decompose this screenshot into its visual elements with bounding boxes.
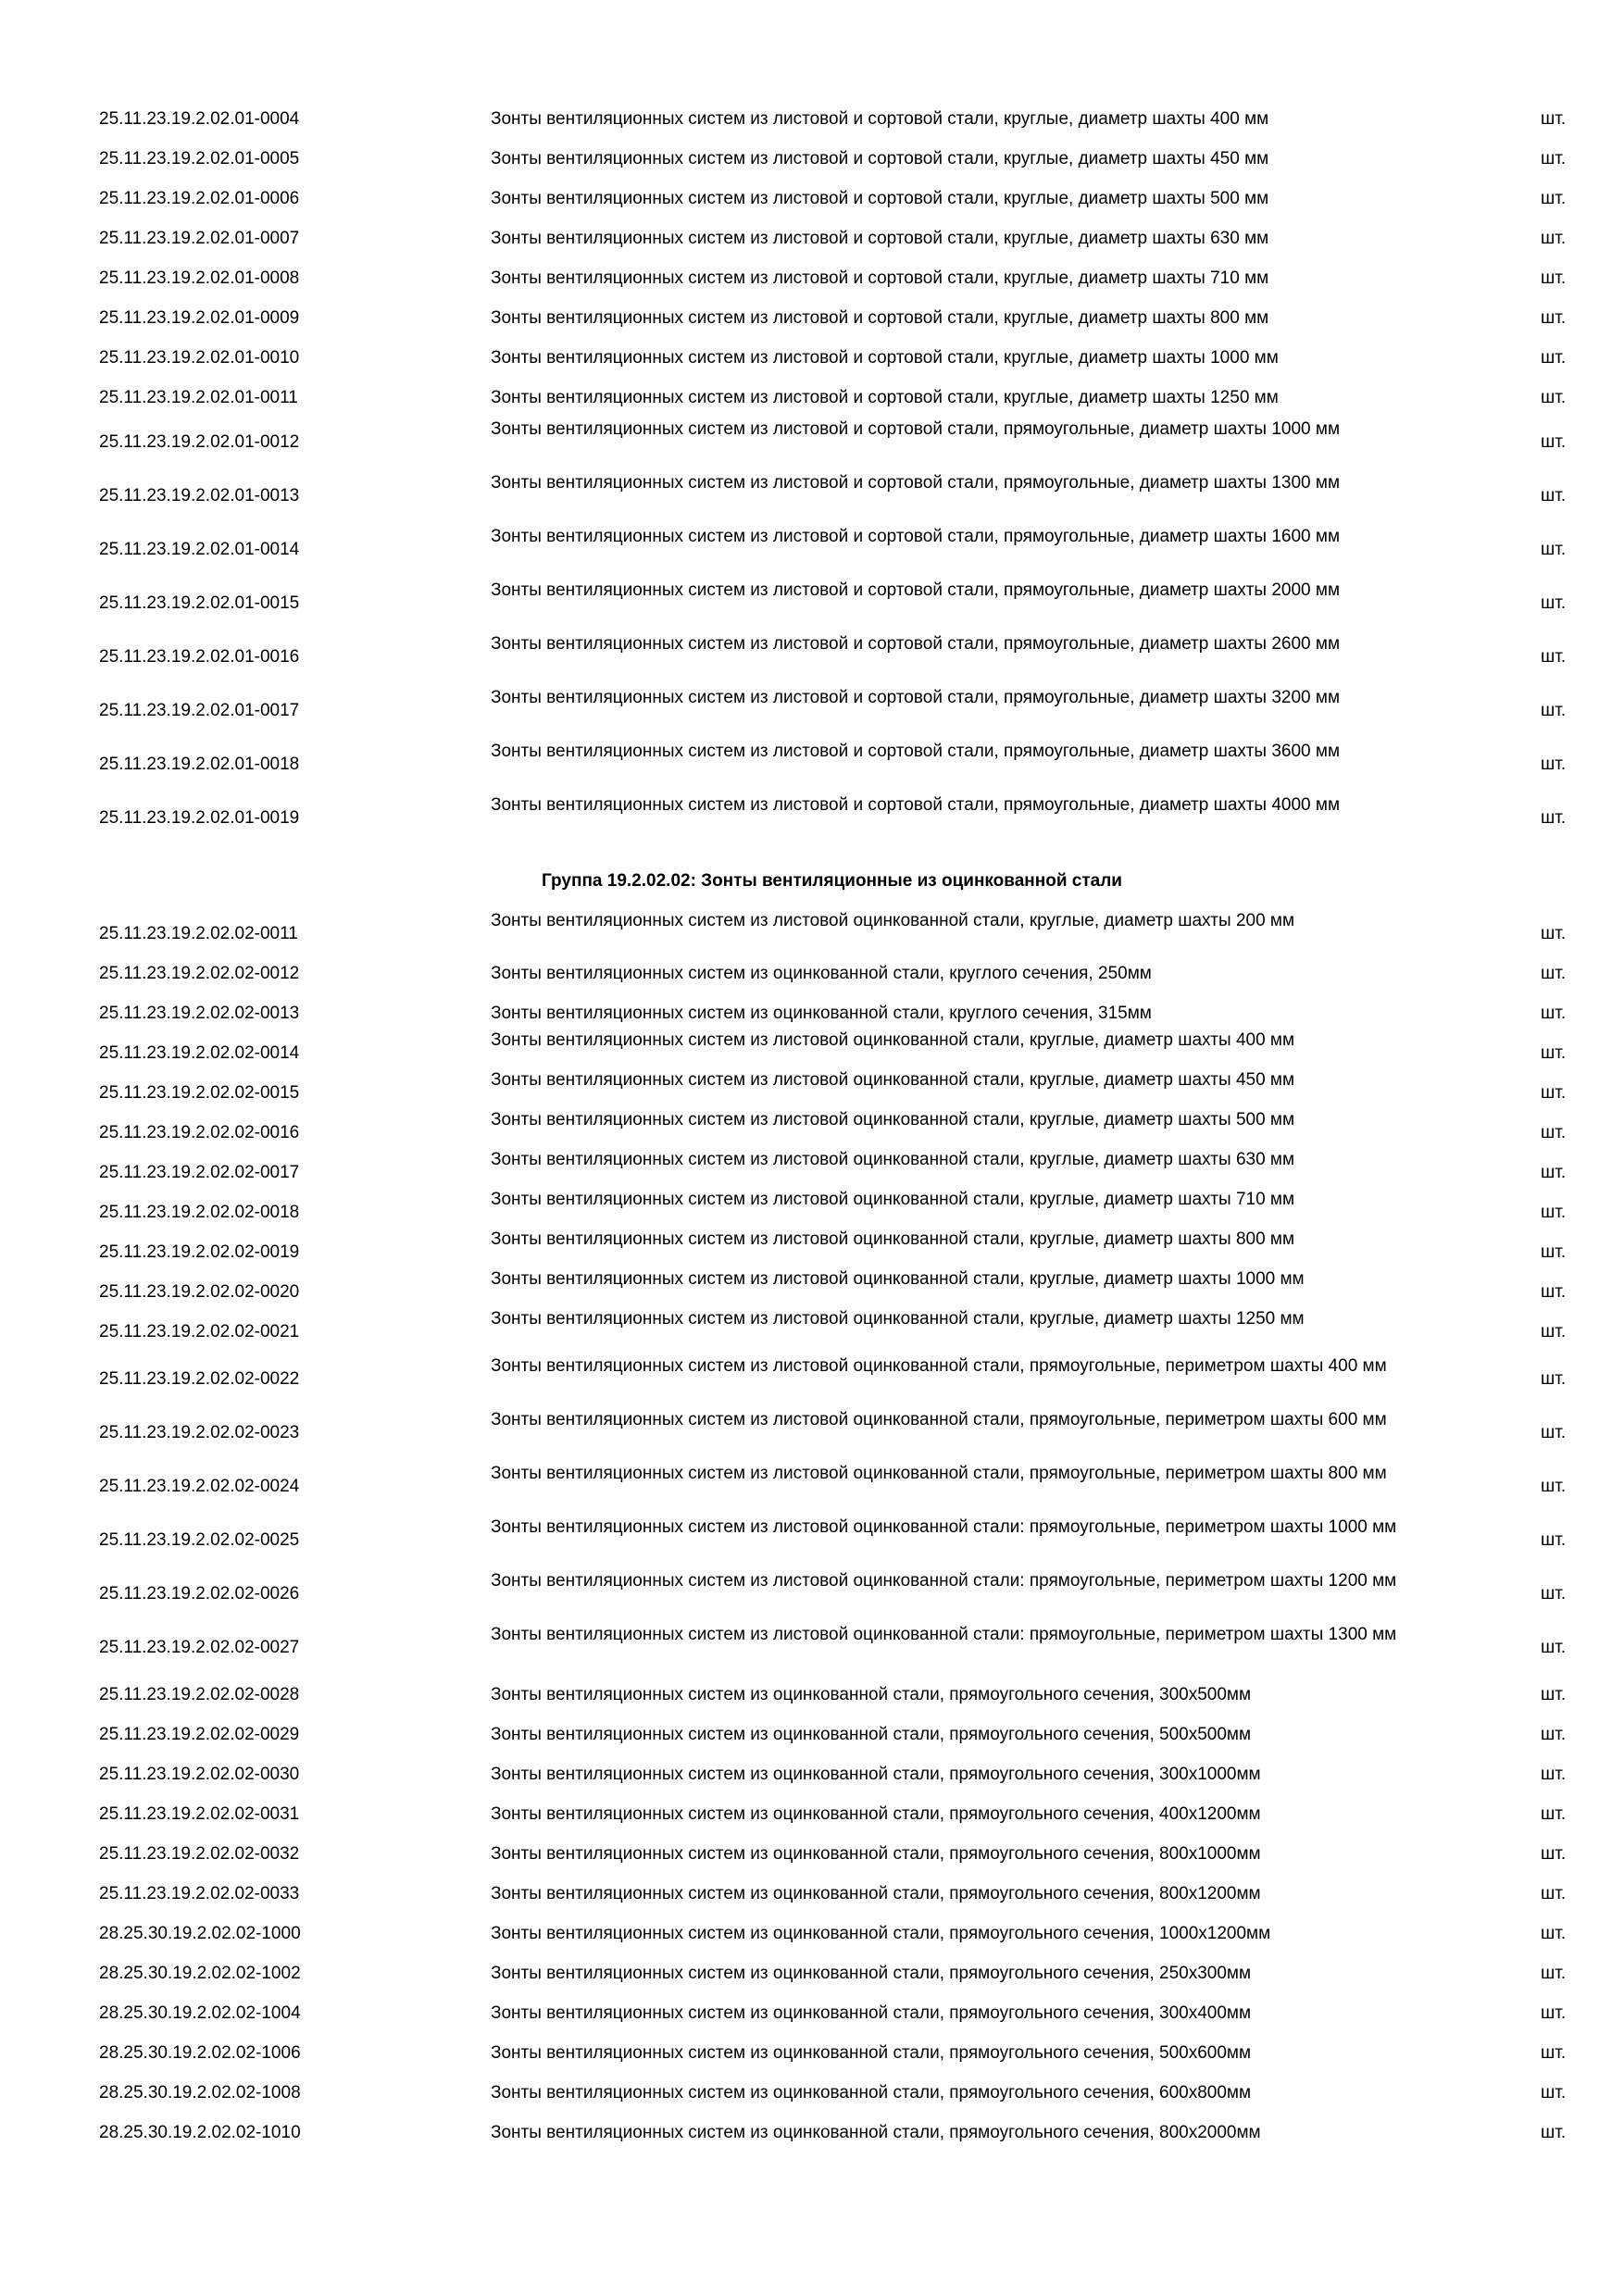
row-unit: шт.	[1541, 540, 1567, 559]
row-code: 25.11.23.19.2.02.02-0018	[99, 1203, 300, 1222]
row-unit: шт.	[1541, 1765, 1567, 1784]
row-description: Зонты вентиляционных систем из листовой оцинкованной стали: прямоугольные, периметром шахты 1200 мм	[491, 1571, 1397, 1591]
row-code: 28.25.30.19.2.02.02-1000	[99, 1924, 301, 1943]
row-unit: шт.	[1541, 647, 1567, 667]
row-unit: шт.	[1541, 1530, 1567, 1550]
row-code: 25.11.23.19.2.02.02-0011	[99, 924, 298, 943]
row-unit: шт.	[1541, 388, 1567, 407]
row-unit: шт.	[1541, 2003, 1567, 2023]
row-description: Зонты вентиляционных систем из листовой оцинкованной стали, круглые, диаметр шахты 800 мм	[491, 1229, 1295, 1249]
row-description: Зонты вентиляционных систем из листовой оцинкованной стали, круглые, диаметр шахты 1250 мм	[491, 1309, 1305, 1329]
row-description: Зонты вентиляционных систем из оцинкованной стали, прямоугольного сечения, 800х1200мм	[491, 1884, 1261, 1903]
row-unit: шт.	[1541, 308, 1567, 328]
row-code: 25.11.23.19.2.02.01-0017	[99, 701, 300, 720]
row-unit: шт.	[1541, 486, 1567, 505]
row-unit: шт.	[1541, 1804, 1567, 1824]
row-description: Зонты вентиляционных систем из листовой оцинкованной стали: прямоугольные, периметром шахты 1000 мм	[491, 1517, 1397, 1537]
row-code: 25.11.23.19.2.02.01-0014	[99, 540, 300, 559]
row-unit: шт.	[1541, 1924, 1567, 1943]
row-code: 25.11.23.19.2.02.02-0015	[99, 1083, 300, 1103]
row-description: Зонты вентиляционных систем из листовой оцинкованной стали, прямоугольные, периметром шахты 800 мм	[491, 1464, 1387, 1483]
row-unit: шт.	[1541, 432, 1567, 452]
row-code: 25.11.23.19.2.02.02-0021	[99, 1322, 300, 1341]
row-unit: шт.	[1541, 1725, 1567, 1744]
row-description: Зонты вентиляционных систем из листовой оцинкованной стали, круглые, диаметр шахты 400 мм	[491, 1030, 1295, 1050]
row-unit: шт.	[1541, 1844, 1567, 1864]
row-unit: шт.	[1541, 1369, 1567, 1389]
row-unit: шт.	[1541, 1163, 1567, 1182]
row-code: 25.11.23.19.2.02.02-0024	[99, 1477, 300, 1496]
row-description: Зонты вентиляционных систем из листовой оцинкованной стали, прямоугольные, периметром шахты 400 мм	[491, 1356, 1387, 1376]
row-code: 25.11.23.19.2.02.02-0031	[99, 1804, 300, 1824]
row-unit: шт.	[1541, 2043, 1567, 2063]
row-description: Зонты вентиляционных систем из оцинкованной стали, прямоугольного сечения, 500х600мм	[491, 2043, 1252, 2063]
row-unit: шт.	[1541, 1123, 1567, 1142]
row-code: 25.11.23.19.2.02.01-0009	[99, 308, 300, 328]
row-description: Зонты вентиляционных систем из листовой и сортовой стали, прямоугольные, диаметр шахты 1600 мм	[491, 527, 1341, 546]
row-code: 25.11.23.19.2.02.02-0022	[99, 1369, 300, 1389]
row-unit: шт.	[1541, 924, 1567, 943]
row-unit: шт.	[1541, 229, 1567, 248]
row-description: Зонты вентиляционных систем из листовой и сортовой стали, прямоугольные, диаметр шахты 1000 мм	[491, 419, 1341, 439]
row-description: Зонты вентиляционных систем из листовой и сортовой стали, прямоугольные, диаметр шахты 4000 мм	[491, 795, 1341, 815]
row-unit: шт.	[1541, 1043, 1567, 1063]
row-unit: шт.	[1541, 1477, 1567, 1496]
row-unit: шт.	[1541, 593, 1567, 613]
row-unit: шт.	[1541, 1203, 1567, 1222]
row-description: Зонты вентиляционных систем из листовой оцинкованной стали: прямоугольные, периметром шахты 1300 мм	[491, 1625, 1397, 1644]
row-description: Зонты вентиляционных систем из листовой оцинкованной стали, круглые, диаметр шахты 200 мм	[491, 911, 1295, 930]
row-unit: шт.	[1541, 1322, 1567, 1341]
row-code: 25.11.23.19.2.02.01-0007	[99, 229, 300, 248]
row-unit: шт.	[1541, 1242, 1567, 1262]
row-description: Зонты вентиляционных систем из оцинкованной стали, прямоугольного сечения, 800х2000мм	[491, 2123, 1261, 2142]
row-code: 25.11.23.19.2.02.02-0017	[99, 1163, 300, 1182]
row-unit: шт.	[1541, 1964, 1567, 1983]
row-unit: шт.	[1541, 149, 1567, 168]
row-code: 25.11.23.19.2.02.02-0029	[99, 1725, 300, 1744]
row-unit: шт.	[1541, 2083, 1567, 2103]
row-description: Зонты вентиляционных систем из листовой и сортовой стали, прямоугольные, диаметр шахты 2600 мм	[491, 634, 1341, 654]
row-description: Зонты вентиляционных систем из оцинкованной стали, круглого сечения, 250мм	[491, 964, 1152, 983]
row-description: Зонты вентиляционных систем из оцинкованной стали, прямоугольного сечения, 600х800мм	[491, 2083, 1252, 2103]
row-code: 28.25.30.19.2.02.02-1006	[99, 2043, 301, 2063]
row-description: Зонты вентиляционных систем из оцинкованной стали, прямоугольного сечения, 1000х1200мм	[491, 1924, 1271, 1943]
row-unit: шт.	[1541, 109, 1567, 129]
row-code: 28.25.30.19.2.02.02-1010	[99, 2123, 301, 2142]
row-code: 25.11.23.19.2.02.01-0005	[99, 149, 300, 168]
row-description: Зонты вентиляционных систем из листовой оцинкованной стали, круглые, диаметр шахты 1000 мм	[491, 1269, 1305, 1289]
row-code: 25.11.23.19.2.02.02-0032	[99, 1844, 300, 1864]
row-unit: шт.	[1541, 1083, 1567, 1103]
row-unit: шт.	[1541, 701, 1567, 720]
row-code: 25.11.23.19.2.02.02-0033	[99, 1884, 300, 1903]
row-description: Зонты вентиляционных систем из оцинкованной стали, прямоугольного сечения, 300х400мм	[491, 2003, 1252, 2023]
row-code: 25.11.23.19.2.02.01-0004	[99, 109, 300, 129]
row-unit: шт.	[1541, 268, 1567, 288]
row-code: 25.11.23.19.2.02.02-0023	[99, 1423, 300, 1442]
row-description: Зонты вентиляционных систем из оцинкованной стали, прямоугольного сечения, 800х1000мм	[491, 1844, 1261, 1864]
row-description: Зонты вентиляционных систем из листовой и сортовой стали, круглые, диаметр шахты 1250 мм	[491, 388, 1279, 407]
row-code: 25.11.23.19.2.02.01-0012	[99, 432, 300, 452]
row-description: Зонты вентиляционных систем из листовой и сортовой стали, круглые, диаметр шахты 1000 мм	[491, 348, 1279, 368]
row-description: Зонты вентиляционных систем из листовой оцинкованной стали, прямоугольные, периметром шахты 600 мм	[491, 1410, 1387, 1429]
row-description: Зонты вентиляционных систем из листовой и сортовой стали, прямоугольные, диаметр шахты 2000 мм	[491, 580, 1341, 600]
row-code: 25.11.23.19.2.02.02-0027	[99, 1638, 300, 1657]
row-unit: шт.	[1541, 348, 1567, 368]
row-description: Зонты вентиляционных систем из листовой оцинкованной стали, круглые, диаметр шахты 630 мм	[491, 1150, 1295, 1169]
row-unit: шт.	[1541, 755, 1567, 774]
row-code: 28.25.30.19.2.02.02-1008	[99, 2083, 301, 2103]
row-description: Зонты вентиляционных систем из листовой и сортовой стали, прямоугольные, диаметр шахты 3600 мм	[491, 742, 1341, 761]
row-unit: шт.	[1541, 189, 1567, 208]
group-header: Группа 19.2.02.02: Зонты вентиляционные из оцинкованной стали	[542, 871, 1122, 891]
row-code: 25.11.23.19.2.02.02-0019	[99, 1242, 300, 1262]
row-code: 25.11.23.19.2.02.02-0016	[99, 1123, 300, 1142]
row-description: Зонты вентиляционных систем из оцинкованной стали, круглого сечения, 315мм	[491, 1004, 1152, 1023]
row-description: Зонты вентиляционных систем из оцинкованной стали, прямоугольного сечения, 400х1200мм	[491, 1804, 1261, 1824]
row-code: 25.11.23.19.2.02.01-0015	[99, 593, 300, 613]
row-description: Зонты вентиляционных систем из листовой и сортовой стали, прямоугольные, диаметр шахты 3200 мм	[491, 688, 1341, 707]
row-description: Зонты вентиляционных систем из листовой и сортовой стали, круглые, диаметр шахты 450 мм	[491, 149, 1269, 168]
row-code: 25.11.23.19.2.02.02-0028	[99, 1685, 300, 1704]
row-code: 25.11.23.19.2.02.02-0014	[99, 1043, 300, 1063]
row-code: 25.11.23.19.2.02.01-0006	[99, 189, 300, 208]
row-code: 25.11.23.19.2.02.02-0030	[99, 1765, 300, 1784]
row-unit: шт.	[1541, 1685, 1567, 1704]
row-code: 25.11.23.19.2.02.02-0012	[99, 964, 300, 983]
row-unit: шт.	[1541, 1584, 1567, 1603]
row-code: 25.11.23.19.2.02.01-0016	[99, 647, 300, 667]
row-code: 25.11.23.19.2.02.01-0018	[99, 755, 300, 774]
row-description: Зонты вентиляционных систем из оцинкованной стали, прямоугольного сечения, 300х1000мм	[491, 1765, 1261, 1784]
row-unit: шт.	[1541, 964, 1567, 983]
row-description: Зонты вентиляционных систем из листовой и сортовой стали, круглые, диаметр шахты 800 мм	[491, 308, 1269, 328]
row-description: Зонты вентиляционных систем из оцинкованной стали, прямоугольного сечения, 300х500мм	[491, 1685, 1252, 1704]
row-unit: шт.	[1541, 2123, 1567, 2142]
row-unit: шт.	[1541, 1638, 1567, 1657]
row-unit: шт.	[1541, 1004, 1567, 1023]
row-code: 25.11.23.19.2.02.01-0013	[99, 486, 300, 505]
row-description: Зонты вентиляционных систем из листовой и сортовой стали, круглые, диаметр шахты 630 мм	[491, 229, 1269, 248]
row-description: Зонты вентиляционных систем из оцинкованной стали, прямоугольного сечения, 250х300мм	[491, 1964, 1252, 1983]
row-code: 25.11.23.19.2.02.01-0011	[99, 388, 298, 407]
row-code: 25.11.23.19.2.02.02-0025	[99, 1530, 300, 1550]
row-code: 25.11.23.19.2.02.01-0019	[99, 808, 300, 828]
row-description: Зонты вентиляционных систем из листовой и сортовой стали, круглые, диаметр шахты 500 мм	[491, 189, 1269, 208]
row-code: 25.11.23.19.2.02.01-0008	[99, 268, 300, 288]
row-unit: шт.	[1541, 1884, 1567, 1903]
row-description: Зонты вентиляционных систем из листовой и сортовой стали, круглые, диаметр шахты 710 мм	[491, 268, 1269, 288]
row-description: Зонты вентиляционных систем из листовой и сортовой стали, круглые, диаметр шахты 400 мм	[491, 109, 1269, 129]
row-description: Зонты вентиляционных систем из оцинкованной стали, прямоугольного сечения, 500х500мм	[491, 1725, 1252, 1744]
row-description: Зонты вентиляционных систем из листовой оцинкованной стали, круглые, диаметр шахты 710 мм	[491, 1190, 1295, 1209]
row-code: 25.11.23.19.2.02.02-0026	[99, 1584, 300, 1603]
row-description: Зонты вентиляционных систем из листовой оцинкованной стали, круглые, диаметр шахты 450 мм	[491, 1070, 1295, 1090]
row-code: 25.11.23.19.2.02.02-0013	[99, 1004, 300, 1023]
row-unit: шт.	[1541, 1282, 1567, 1302]
row-unit: шт.	[1541, 808, 1567, 828]
row-code: 25.11.23.19.2.02.01-0010	[99, 348, 300, 368]
row-description: Зонты вентиляционных систем из листовой оцинкованной стали, круглые, диаметр шахты 500 мм	[491, 1110, 1295, 1129]
row-code: 28.25.30.19.2.02.02-1004	[99, 2003, 301, 2023]
row-description: Зонты вентиляционных систем из листовой и сортовой стали, прямоугольные, диаметр шахты 1300 мм	[491, 473, 1341, 493]
row-unit: шт.	[1541, 1423, 1567, 1442]
row-code: 25.11.23.19.2.02.02-0020	[99, 1282, 300, 1302]
row-code: 28.25.30.19.2.02.02-1002	[99, 1964, 301, 1983]
